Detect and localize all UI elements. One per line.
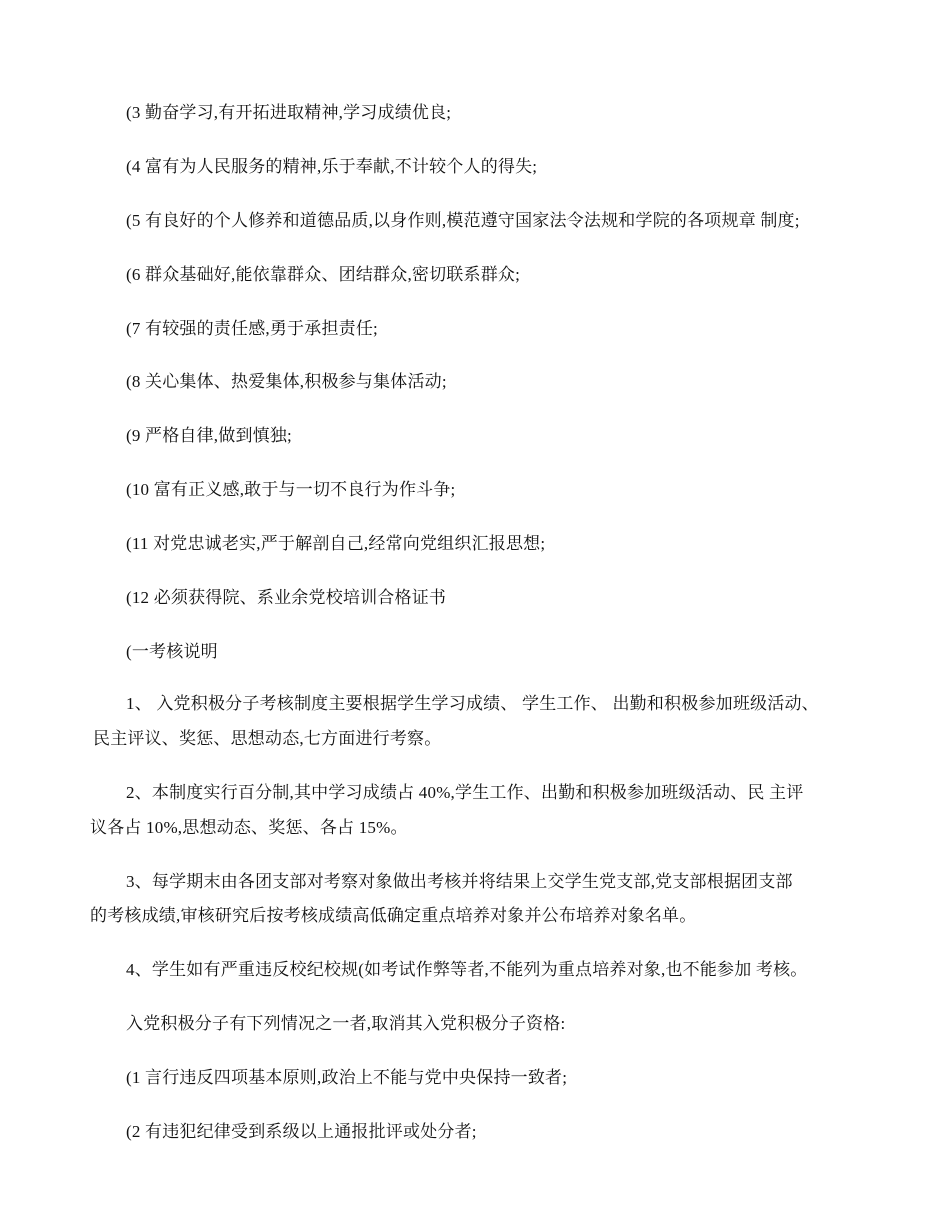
assessment-point-2-line-1: 2、本制度实行百分制,其中学习成绩占 40%,学生工作、出勤和积极参加班级活动、民 主评 xyxy=(126,783,804,802)
disqualify-item-2: (2 有违犯纪律受到系级以上通报批评或处分者; xyxy=(126,1122,477,1141)
disqualify-item-1: (1 言行违反四项基本原则,政治上不能与党中央保持一致者; xyxy=(126,1068,568,1087)
disqualify-intro: 入党积极分子有下列情况之一者,取消其入党积极分子资格: xyxy=(126,1014,566,1033)
assessment-point-3-line-1: 3、每学期末由各团支部对考察对象做出考核并将结果上交学生党支部,党支部根据团支部 xyxy=(126,872,793,891)
requirement-item-6: (6 群众基础好,能依靠群众、团结群众,密切联系群众; xyxy=(126,265,521,284)
requirement-item-5: (5 有良好的个人修养和道德品质,以身作则,模范遵守国家法令法规和学院的各项规章 制度; xyxy=(126,211,800,230)
assessment-point-3-line-2: 的考核成绩,审核研究后按考核成绩高低确定重点培养对象并公布培养对象名单。 xyxy=(90,906,697,925)
assessment-point-1-line-1: 1、 入党积极分子考核制度主要根据学生学习成绩、 学生工作、 出勤和积极参加班级活动、 xyxy=(126,694,819,713)
requirement-item-9: (9 严格自律,做到慎独; xyxy=(126,426,292,445)
requirement-item-10: (10 富有正义感,敢于与一切不良行为作斗争; xyxy=(126,480,456,499)
requirement-item-8: (8 关心集体、热爱集体,积极参与集体活动; xyxy=(126,372,447,391)
requirement-item-4: (4 富有为人民服务的精神,乐于奉献,不计较个人的得失; xyxy=(126,157,538,176)
requirement-item-11: (11 对党忠诚老实,严于解剖自己,经常向党组织汇报思想; xyxy=(126,534,546,553)
assessment-point-4: 4、学生如有严重违反校纪校规(如考试作弊等者,不能列为重点培养对象,也不能参加 考核。 xyxy=(126,960,808,979)
assessment-point-1-line-2: 民主评议、奖惩、思想动态,七方面进行考察。 xyxy=(93,729,442,748)
section-heading: (一考核说明 xyxy=(126,642,218,661)
requirement-item-3: (3 勤奋学习,有开拓进取精神,学习成绩优良; xyxy=(126,103,452,122)
requirement-item-12: (12 必须获得院、系业余党校培训合格证书 xyxy=(126,588,447,607)
requirement-item-7: (7 有较强的责任感,勇于承担责任; xyxy=(126,319,378,338)
assessment-point-2-line-2: 议各占 10%,思想动态、奖惩、各占 15%。 xyxy=(90,818,408,837)
